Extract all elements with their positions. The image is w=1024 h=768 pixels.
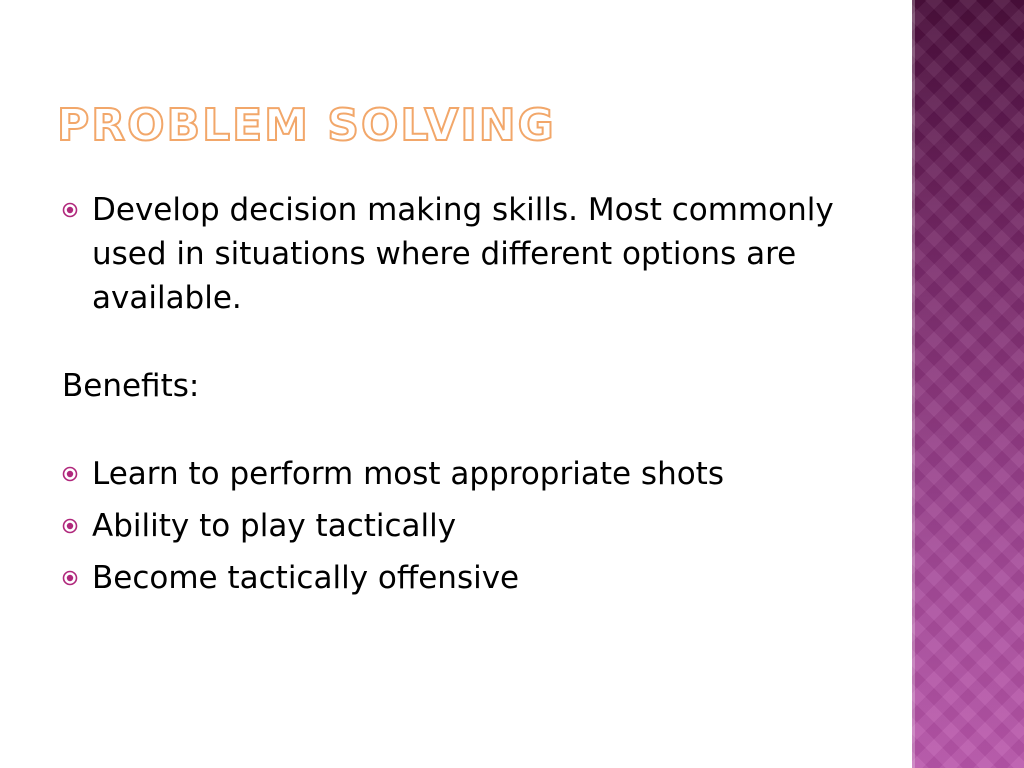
bullet-item (62, 452, 882, 496)
bullet-text: Become tactically offensive (92, 560, 520, 596)
circled-dot-bullet-icon (62, 570, 78, 586)
benefits-heading: Benefits: (62, 368, 200, 404)
bullet-text: Learn to perform most appropriate shots (92, 456, 724, 492)
bullet-item (62, 556, 882, 600)
slide-content (62, 188, 882, 600)
circled-dot-bullet-icon (62, 202, 78, 218)
decorative-side-band (912, 0, 1024, 768)
bullet-text: Develop decision making skills. Most commonly used in situations where different options are available. (92, 192, 834, 316)
slide-title: PROBLEM SOLVING (57, 100, 556, 151)
circled-dot-bullet-icon (62, 466, 78, 482)
bullet-item (62, 188, 882, 320)
bullet-item (62, 504, 882, 548)
circled-dot-bullet-icon (62, 518, 78, 534)
bullet-text: Ability to play tactically (92, 508, 457, 544)
